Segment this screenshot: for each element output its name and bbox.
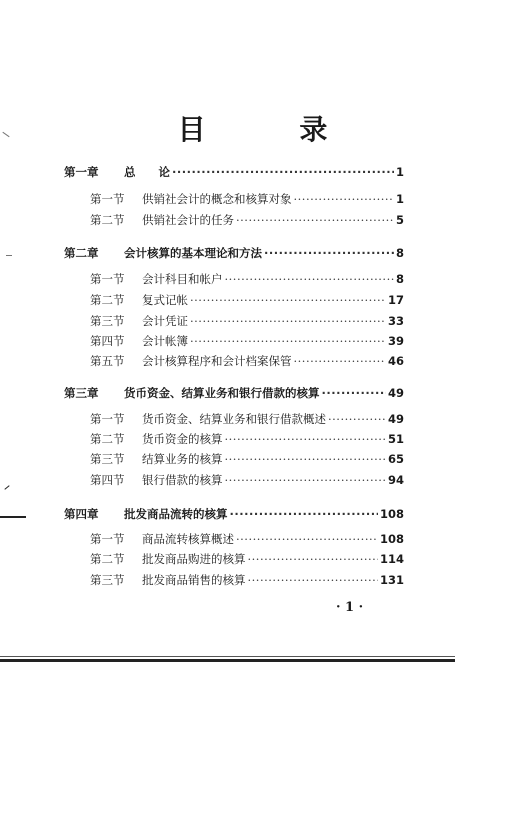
toc-text: 商品流转核算概述: [142, 532, 234, 546]
leader-dots: [225, 271, 394, 287]
toc-section: [90, 411, 404, 427]
toc-page-number: 1: [395, 192, 404, 206]
toc-page-number: 8: [395, 246, 404, 260]
toc-text: 会计科目和帐户: [142, 272, 223, 286]
toc-label: 第三节: [90, 314, 125, 328]
leader-dots: [328, 411, 386, 427]
bottom-rule: [0, 659, 455, 662]
toc-page-number: 46: [387, 354, 404, 368]
toc-section: [90, 572, 404, 588]
toc-chapter-4: [64, 506, 404, 522]
toc-page-number: 39: [387, 334, 404, 348]
toc-text: 结算业务的核算: [142, 452, 223, 466]
toc-text: 供销社会计的概念和核算对象: [142, 192, 292, 206]
toc-section: [90, 191, 404, 207]
toc-label: 第二节: [90, 432, 125, 446]
scan-margin-mark: [6, 255, 12, 256]
leader-dots: [230, 506, 378, 522]
leader-dots: [264, 245, 394, 261]
toc-text: 复式记帐: [142, 293, 188, 307]
toc-label: 第四节: [90, 473, 125, 487]
toc-page-number: 49: [387, 412, 404, 426]
toc-page-number: 51: [387, 432, 404, 446]
toc-text: 会计帐簿: [142, 334, 188, 348]
leader-dots: [236, 212, 394, 228]
toc-label: 第一节: [90, 192, 125, 206]
toc-label: 第四章: [64, 507, 99, 521]
toc-section: [90, 431, 404, 447]
toc-page-number: 108: [379, 532, 404, 546]
toc-label: 第一节: [90, 532, 125, 546]
leader-dots: [172, 164, 394, 180]
toc-section: [90, 353, 404, 369]
toc-text: 批发商品购进的核算: [142, 552, 246, 566]
toc-label: 第二节: [90, 213, 125, 227]
toc-section: [90, 551, 404, 567]
toc-page-number: 108: [379, 507, 404, 521]
toc-text: 总 论: [124, 165, 170, 179]
toc-label: 第二节: [90, 552, 125, 566]
toc-page-number: 49: [387, 386, 404, 400]
toc-text: 货币资金的核算: [142, 432, 223, 446]
toc-label: 第四节: [90, 334, 125, 348]
leader-dots: [322, 385, 386, 401]
leader-dots: [190, 292, 386, 308]
toc-section: [90, 292, 404, 308]
toc-text: 会计凭证: [142, 314, 188, 328]
toc-page-number: 17: [387, 293, 404, 307]
toc-section: [90, 451, 404, 467]
toc-page-number: 33: [387, 314, 404, 328]
leader-dots: [190, 313, 386, 329]
toc-label: 第三章: [64, 386, 99, 400]
toc-section: [90, 333, 404, 349]
toc-text: 会计核算程序和会计档案保管: [142, 354, 292, 368]
scan-margin-mark: [4, 485, 9, 490]
toc-label: 第二节: [90, 293, 125, 307]
toc-page-number: 65: [387, 452, 404, 466]
toc-chapter-2: [64, 245, 404, 261]
toc-section: [90, 271, 404, 287]
toc-page-number: 94: [387, 473, 404, 487]
toc-chapter-3: [64, 385, 404, 401]
toc-page-number: 8: [395, 272, 404, 286]
scan-margin-mark: [0, 516, 26, 518]
toc-text: 批发商品流转的核算: [124, 507, 228, 521]
toc-text: 货币资金、结算业务和银行借款的核算: [124, 386, 320, 400]
toc-section: [90, 313, 404, 329]
toc-label: 第五节: [90, 354, 125, 368]
leader-dots: [225, 472, 386, 488]
leader-dots: [294, 353, 386, 369]
toc-chapter-1: [64, 164, 404, 180]
toc-label: 第三节: [90, 452, 125, 466]
leader-dots: [236, 531, 378, 547]
leader-dots: [225, 431, 386, 447]
toc-section: [90, 472, 404, 488]
toc-label: 第一节: [90, 272, 125, 286]
page-title: 目 录: [177, 113, 370, 146]
toc-page-number: 1: [395, 165, 404, 179]
toc-page-number: 131: [379, 573, 404, 587]
toc-text: 银行借款的核算: [142, 473, 223, 487]
page-number: · 1 ·: [336, 600, 364, 615]
toc-label: 第二章: [64, 246, 99, 260]
bottom-rule-thin: [0, 656, 455, 657]
toc-page-number: 114: [379, 552, 404, 566]
leader-dots: [190, 333, 386, 349]
toc-page-number: 5: [395, 213, 404, 227]
leader-dots: [225, 451, 386, 467]
toc-text: 批发商品销售的核算: [142, 573, 246, 587]
leader-dots: [294, 191, 394, 207]
toc-section: [90, 212, 404, 228]
toc-section: [90, 531, 404, 547]
leader-dots: [248, 551, 378, 567]
toc-text: 供销社会计的任务: [142, 213, 234, 227]
toc-label: 第一章: [64, 165, 99, 179]
toc-label: 第一节: [90, 412, 125, 426]
leader-dots: [248, 572, 378, 588]
toc-text: 会计核算的基本理论和方法: [124, 246, 262, 260]
toc-label: 第三节: [90, 573, 125, 587]
toc-text: 货币资金、结算业务和银行借款概述: [142, 412, 326, 426]
